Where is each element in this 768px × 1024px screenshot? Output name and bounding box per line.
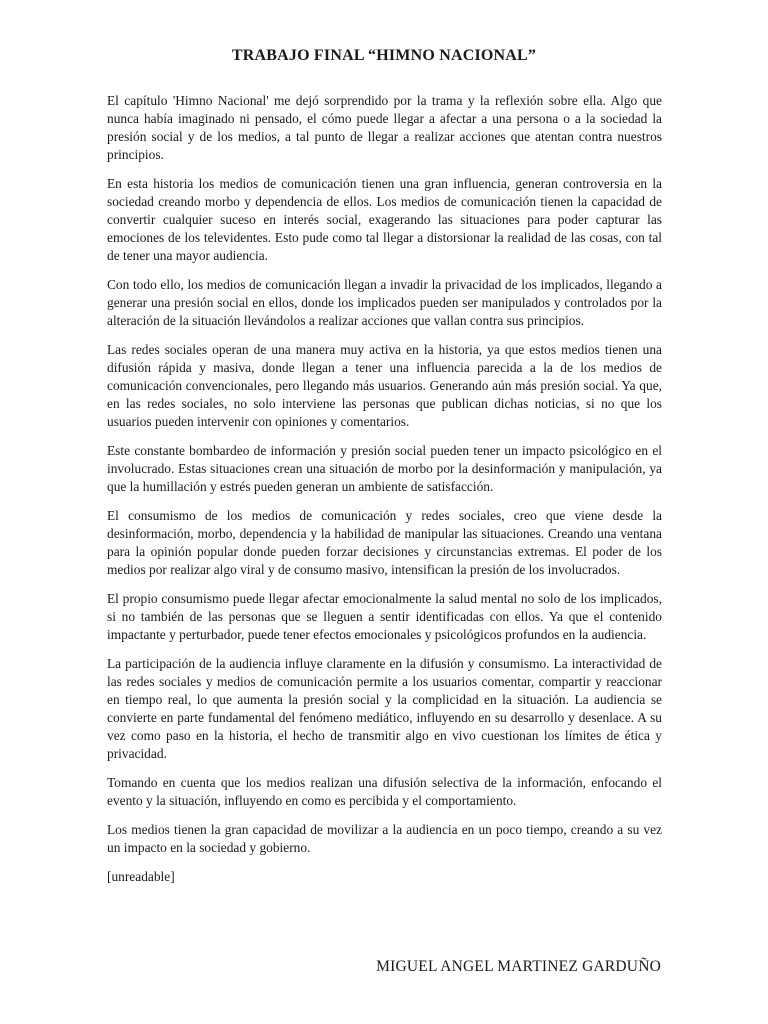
author-signature: MIGUEL ANGEL MARTINEZ GARDUÑO bbox=[376, 958, 661, 975]
paragraph: Tomando en cuenta que los medios realizan una difusión selectiva de la información, enfocando el evento y la situación, influyendo en como es percibida y el comportamiento. bbox=[107, 775, 662, 808]
paragraph: El consumismo de los medios de comunicación y redes sociales, creo que viene desde la desinformación, morbo, dependencia y la habilidad de manipular las situaciones. Creando una ventana para la opinión popular donde pueden forzar decisiones y circunstancias extremas. El poder de los medios por realizar algo viral y de consumo masivo, intensifican la presión de los involucrados. bbox=[107, 508, 662, 577]
paragraph: El propio consumismo puede llegar afectar emocionalmente la salud mental no solo de los implicados, si no también de las personas que se lleguen a sentir identificadas con ellos. Ya que el contenido impactante y perturbador, puede tener efectos emocionales y psicológicos profundos en la audiencia. bbox=[107, 591, 662, 642]
paragraph: En esta historia los medios de comunicación tienen una gran influencia, generan controversia en la sociedad creando morbo y dependencia de ellos. Los medios de comunicación tienen la capacidad de convertir cualquier suceso en interés social, exagerando las situaciones para poder capturar las emociones de los televidentes. Esto pude como tal llegar a distorsionar la realidad de las cosas, con tal de tener una mayor audiencia. bbox=[107, 176, 662, 263]
paragraph: Con todo ello, los medios de comunicación llegan a invadir la privacidad de los implicados, llegando a generar una presión social en ellos, donde los implicados pueden ser manipulados y controlados por la alteración de la situación llevándolos a realizar acciones que vallan contra sus principios. bbox=[107, 277, 662, 328]
paragraph: El capítulo 'Himno Nacional' me dejó sorprendido por la trama y la reflexión sobre ella. Algo que nunca había imaginado ni pensado, el cómo puede llegar a afectar a una persona o a la sociedad la presión social y de los medios, a tal punto de llegar a realizar acciones que atentan contra nuestros principios. bbox=[107, 93, 662, 162]
paragraph-truncated: [unreadable] bbox=[107, 869, 175, 884]
document-title: TRABAJO FINAL “HIMNO NACIONAL” bbox=[231, 47, 537, 64]
paragraph: Este constante bombardeo de información y presión social pueden tener un impacto psicológico en el involucrado. Estas situaciones crean una situación de morbo por la desinformación y manipulación, ya que la humillación y estrés pueden generan un ambiente de satisfacción. bbox=[107, 443, 662, 494]
paragraph: La participación de la audiencia influye claramente en la difusión y consumismo. La interactividad de las redes sociales y medios de comunicación permite a los usuarios comentar, compartir y reaccionar en tiempo real, lo que aumenta la presión social y la complicidad en la situación. La audiencia se convierte en parte fundamental del fenómeno mediático, influyendo en su desarrollo y desenlace. A su vez como paso en la historia, el hecho de transmitir algo en vivo cuestionan los límites de ética y privacidad. bbox=[107, 656, 662, 761]
paragraph: Los medios tienen la gran capacidad de movilizar a la audiencia en un poco tiempo, creando a su vez un impacto en la sociedad y gobierno. bbox=[107, 822, 662, 855]
paragraph: Las redes sociales operan de una manera muy activa en la historia, ya que estos medios tienen una difusión rápida y masiva, donde llegan a tener una influencia parecida a la de los medios de comunicación convencionales, pero llegando más usuarios. Generando aún más presión social. Ya que, en las redes sociales, no solo interviene las personas que publican dichas noticias, si no que los usuarios pueden intervenir con opiniones y comentarios. bbox=[107, 342, 662, 429]
document-body bbox=[107, 92, 662, 933]
